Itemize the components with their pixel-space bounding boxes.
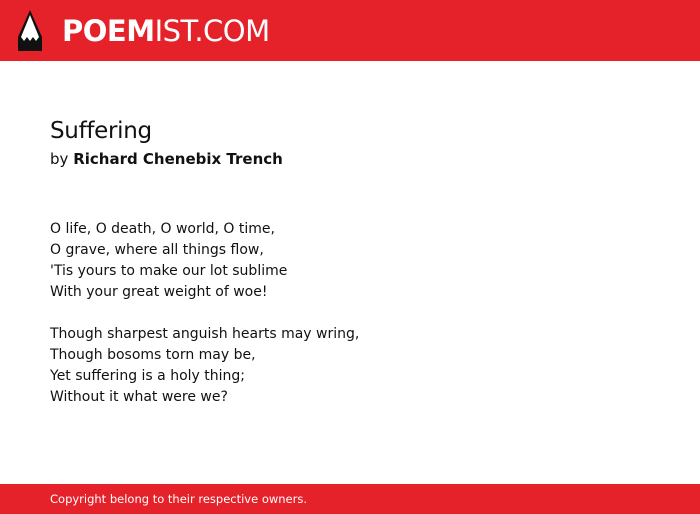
site-footer [0, 484, 700, 514]
poem-body [50, 219, 650, 429]
poem-stanza [50, 219, 650, 303]
poem-line: With your great weight of woe! [50, 284, 268, 300]
site-header [0, 0, 700, 61]
by-label: by [50, 150, 69, 168]
poem-line: Though bosoms torn may be, [50, 347, 256, 363]
poem-title: Suffering [50, 118, 152, 144]
poem-line: 'Tis yours to make our lot sublime [50, 263, 288, 279]
site-logo-text[interactable] [62, 12, 270, 50]
poem-line: Yet suffering is a holy thing; [50, 368, 245, 384]
brand-bold-text: POEM [62, 14, 155, 48]
poem-line: O grave, where all things flow, [50, 242, 264, 258]
poem-line: Though sharpest anguish hearts may wring, [50, 326, 360, 342]
poem-line: O life, O death, O world, O time, [50, 221, 275, 237]
poem-stanza [50, 324, 650, 408]
copyright-text: Copyright belong to their respective owners. [50, 492, 308, 506]
poem-author: Richard Chenebix Trench [73, 150, 283, 168]
brand-light-text: IST.COM [154, 14, 270, 48]
poem-line: Without it what were we? [50, 389, 228, 405]
poem-byline [50, 148, 283, 170]
pencil-tip-icon[interactable] [18, 10, 42, 51]
